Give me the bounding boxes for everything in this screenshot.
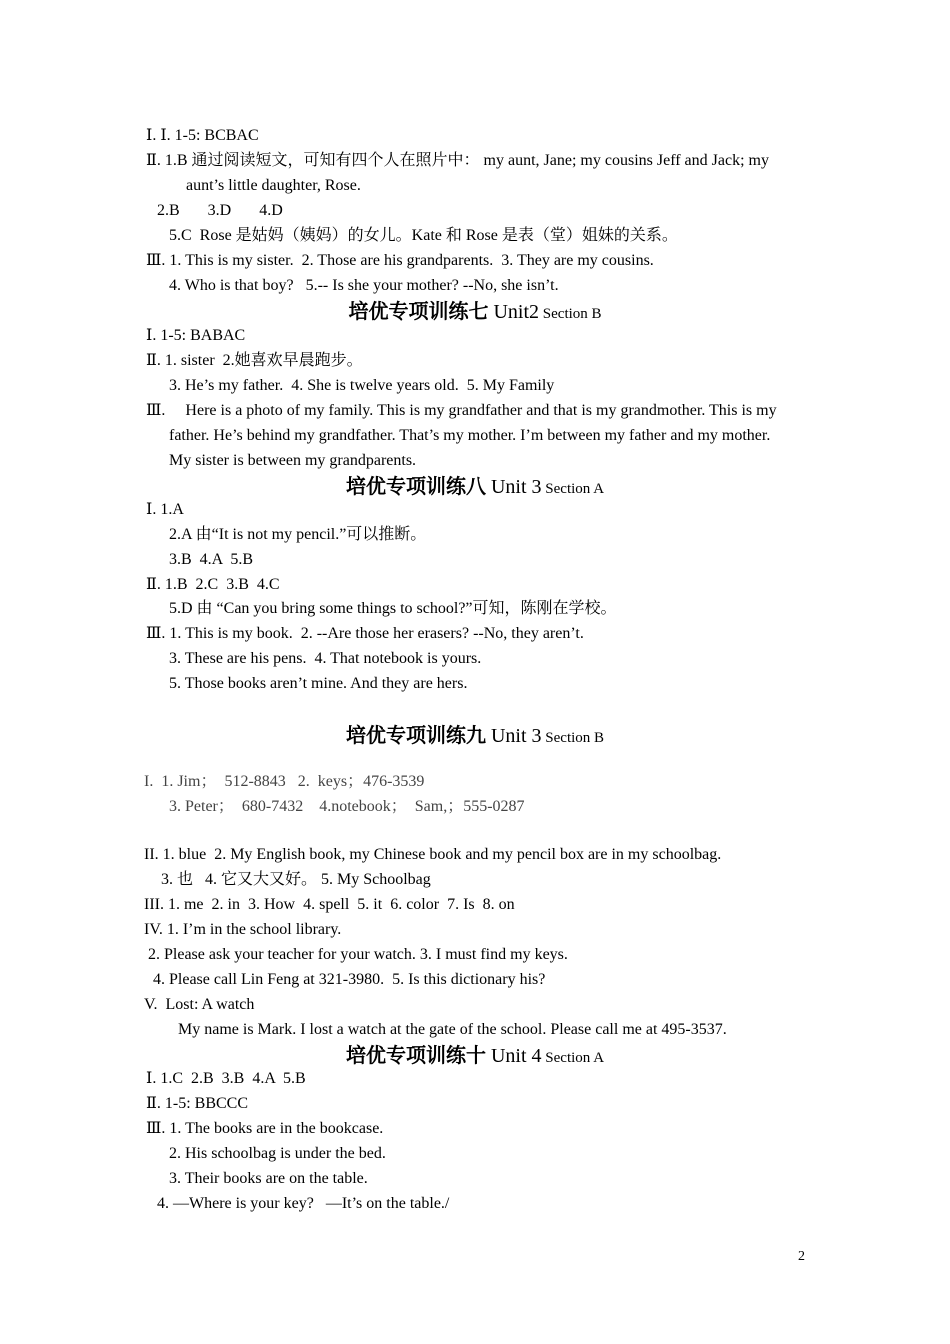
heading-title: 培优专项训练八 — [345, 474, 486, 498]
heading-title: 培优专项训练九 — [345, 723, 486, 747]
heading-unit: Unit 3 — [485, 476, 542, 498]
answer-line: 2.A 由“It is not my pencil.”可以推断。 — [169, 526, 427, 543]
answer-line: Ⅲ. 1. This is my sister. 2. Those are his grandparents. 3. They are my cousins. — [146, 252, 654, 269]
answer-line: 4. —Where is your key? —It’s on the table./ — [157, 1195, 450, 1212]
answer-line: Ⅱ. 1.B 2.C 3.B 4.C — [146, 576, 280, 593]
heading-unit: Unit 4 — [485, 1045, 542, 1067]
answer-line: 4. Please call Lin Feng at 321-3980. 5. Is this dictionary his? — [153, 971, 546, 988]
answer-line: 3. Their books are on the table. — [169, 1170, 368, 1187]
answer-line: 3. Peter； 680-7432 4.notebook； Sam,；555-0287 — [169, 798, 525, 815]
heading-unit: Unit2 — [488, 301, 540, 323]
heading-section: Section A — [541, 481, 605, 497]
answer-line: My name is Mark. I lost a watch at the gate of the school. Please call me at 495-3537. — [178, 1021, 727, 1038]
answer-line: 5.D 由 “Can you bring some things to school?”可知，陈刚在学校。 — [169, 600, 617, 617]
answer-line: Ⅰ. 1.A — [146, 501, 184, 518]
answer-line: III. 1. me 2. in 3. How 4. spell 5. it 6. color 7. Is 8. on — [144, 896, 515, 913]
answer-line: 2.B 3.D 4.D — [157, 202, 283, 219]
section-heading — [0, 1042, 950, 1071]
answer-line: 2. Please ask your teacher for your watch. 3. I must find my keys. — [148, 946, 568, 963]
answer-line: V. Lost: A watch — [144, 996, 255, 1013]
answer-line: Ⅲ. 1. The books are in the bookcase. — [146, 1120, 384, 1137]
answer-line: 5.C Rose 是姑妈（姨妈）的女儿。Kate 和 Rose 是表（堂）姐妹的关系。 — [169, 227, 678, 244]
answer-line: IV. 1. I’m in the school library. — [144, 921, 342, 938]
answer-line: 4. Who is that boy? 5.-- Is she your mother? --No, she isn’t. — [169, 277, 559, 294]
answer-line: 3.B 4.A 5.B — [169, 551, 254, 568]
answer-line: II. 1. blue 2. My English book, my Chinese book and my pencil box are in my schoolbag. — [144, 846, 722, 863]
answer-line: Ⅱ. 1-5: BBCCC — [146, 1095, 249, 1112]
answer-line: Ⅱ. 1. sister 2.她喜欢早晨跑步。 — [146, 352, 363, 369]
heading-section: Section B — [539, 306, 602, 322]
heading-title: 培优专项训练十 — [345, 1043, 486, 1067]
section-heading — [0, 722, 950, 751]
heading-unit: Unit 3 — [485, 725, 542, 747]
section-heading — [0, 298, 950, 327]
answer-line: 3. These are his pens. 4. That notebook is yours. — [169, 650, 482, 667]
answer-line: My sister is between my grandparents. — [169, 452, 417, 469]
answer-line: I. 1. Jim； 512-8843 2. keys；476-3539 — [144, 773, 425, 790]
answer-line: aunt’s little daughter, Rose. — [186, 177, 361, 194]
answer-line: 3. 也 4. 它又大又好。 5. My Schoolbag — [161, 871, 431, 888]
page-number: 2 — [798, 1249, 805, 1264]
answer-line: 3. He’s my father. 4. She is twelve years old. 5. My Family — [169, 377, 555, 394]
answer-line: Ⅲ. Here is a photo of my family. This is my grandfather and that is my grandmother. This is my — [146, 402, 777, 419]
answer-line: father. He’s behind my grandfather. That’s my mother. I’m between my father and my mother. — [169, 427, 771, 444]
answer-line: 2. His schoolbag is under the bed. — [169, 1145, 386, 1162]
answer-line: Ⅲ. 1. This is my book. 2. --Are those her erasers? --No, they aren’t. — [146, 625, 584, 642]
answer-line: 5. Those books aren’t mine. And they are hers. — [169, 675, 468, 692]
answer-line: Ⅰ. Ⅰ. 1-5: BCBAC — [146, 127, 259, 144]
answer-line: Ⅱ. 1.B 通过阅读短文，可知有四个人在照片中： my aunt, Jane; my cousins Jeff and Jack; my — [146, 152, 769, 169]
answer-line: Ⅰ. 1.C 2.B 3.B 4.A 5.B — [146, 1070, 306, 1087]
answer-line: Ⅰ. 1-5: BABAC — [146, 327, 246, 344]
heading-section: Section B — [541, 730, 605, 746]
heading-section: Section A — [541, 1050, 605, 1066]
section-heading — [0, 473, 950, 502]
heading-title: 培优专项训练七 — [348, 299, 489, 323]
